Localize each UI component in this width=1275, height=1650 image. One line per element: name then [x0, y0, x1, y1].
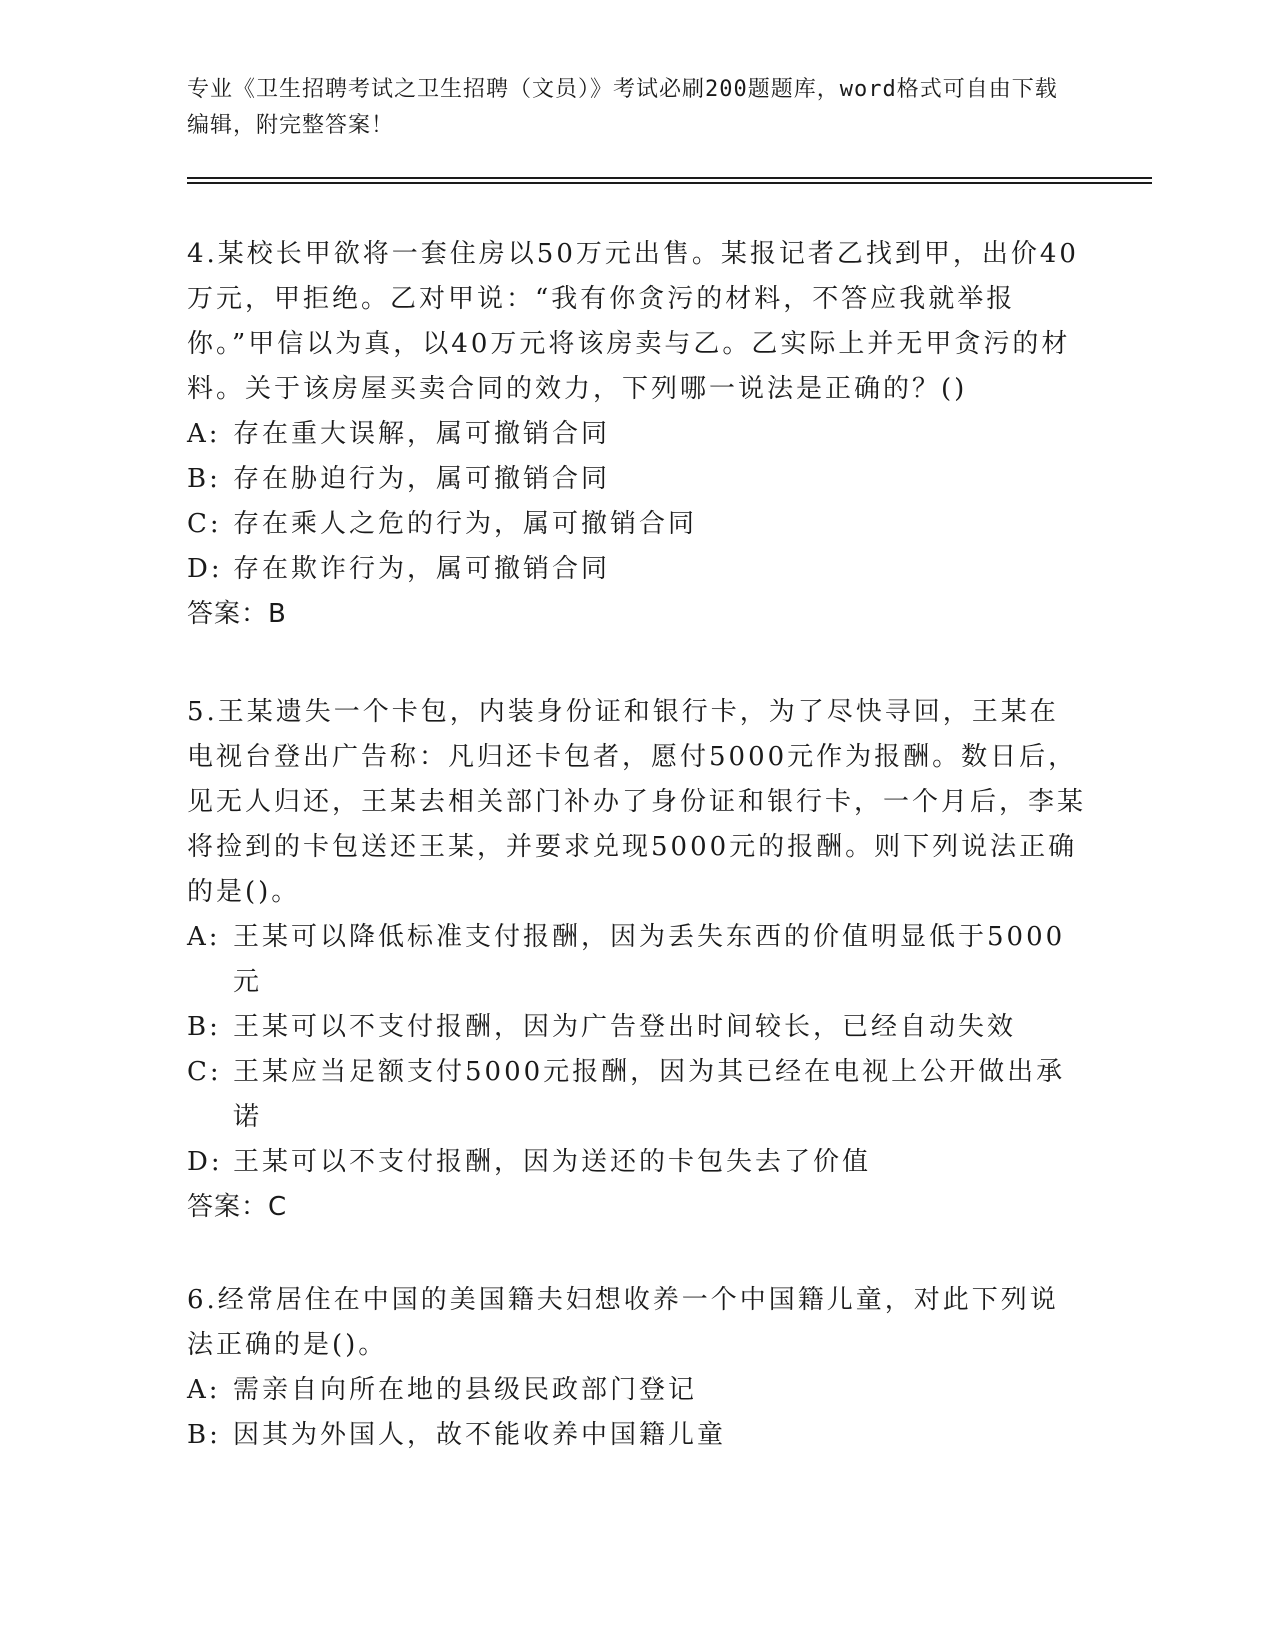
option-text: 存在乘人之危的行为，属可撤销合同 — [233, 509, 698, 539]
option-label: B: — [187, 464, 221, 494]
option-label: A: — [187, 922, 221, 952]
option-label: D: — [187, 1147, 223, 1177]
option-a — [187, 915, 1087, 1005]
option-c — [187, 1050, 1087, 1140]
answer: 答案：B — [187, 599, 287, 629]
option-text: 存在重大误解，属可撤销合同 — [233, 419, 611, 449]
option-label: A: — [187, 419, 221, 449]
document-header: 专业《卫生招聘考试之卫生招聘（文员）》考试必刷200题题库，word格式可自由下载编辑，附完整答案！ — [187, 77, 1058, 138]
option-label: C: — [187, 509, 222, 539]
option-label: B: — [187, 1420, 221, 1450]
option-d — [187, 547, 1087, 592]
option-label: B: — [187, 1012, 221, 1042]
question-stem: 6.经常居住在中国的美国籍夫妇想收养一个中国籍儿童，对此下列说法正确的是()。 — [187, 1285, 1059, 1360]
option-label: C: — [187, 1057, 222, 1087]
option-text: 王某应当足额支付5000元报酬，因为其已经在电视上公开做出承诺 — [233, 1057, 1066, 1132]
answer: 答案：C — [187, 1192, 288, 1222]
option-a — [187, 1368, 1087, 1413]
option-b — [187, 1413, 1087, 1458]
option-text: 因其为外国人，故不能收养中国籍儿童 — [233, 1420, 727, 1450]
option-text: 存在欺诈行为，属可撤销合同 — [233, 554, 611, 584]
question-5 — [187, 690, 1087, 1230]
option-b — [187, 457, 1087, 502]
header-rule-top — [187, 177, 1152, 179]
option-label: D: — [187, 554, 223, 584]
option-b — [187, 1005, 1087, 1050]
option-c — [187, 502, 1087, 547]
question-stem: 4.某校长甲欲将一套住房以50万元出售。某报记者乙找到甲，出价40万元，甲拒绝。乙对甲说：“我有你贪污的材料，不答应我就举报你。”甲信以为真，以40万元将该房卖与乙。乙实际上并无甲贪污的材料。关于该房屋买卖合同的效力，下列哪一说法是正确的？() — [187, 239, 1079, 404]
option-text: 王某可以不支付报酬，因为广告登出时间较长，已经自动失效 — [233, 1012, 1017, 1042]
question-4 — [187, 232, 1087, 637]
option-text: 王某可以降低标准支付报酬，因为丢失东西的价值明显低于5000元 — [233, 922, 1066, 997]
option-d — [187, 1140, 1087, 1185]
header-rule-bottom — [187, 182, 1152, 184]
option-text: 王某可以不支付报酬，因为送还的卡包失去了价值 — [233, 1147, 872, 1177]
option-a — [187, 412, 1087, 457]
question-6 — [187, 1278, 1087, 1458]
option-text: 需亲自向所在地的县级民政部门登记 — [233, 1375, 698, 1405]
question-stem: 5.王某遗失一个卡包，内装身份证和银行卡，为了尽快寻回，王某在电视台登出广告称：凡归还卡包者，愿付5000元作为报酬。数日后，见无人归还，王某去相关部门补办了身份证和银行卡，一个月后，李某将捡到的卡包送还王某，并要求兑现5000元的报酬。则下列说法正确的是()。 — [187, 697, 1087, 907]
option-label: A: — [187, 1375, 221, 1405]
option-text: 存在胁迫行为，属可撤销合同 — [233, 464, 611, 494]
